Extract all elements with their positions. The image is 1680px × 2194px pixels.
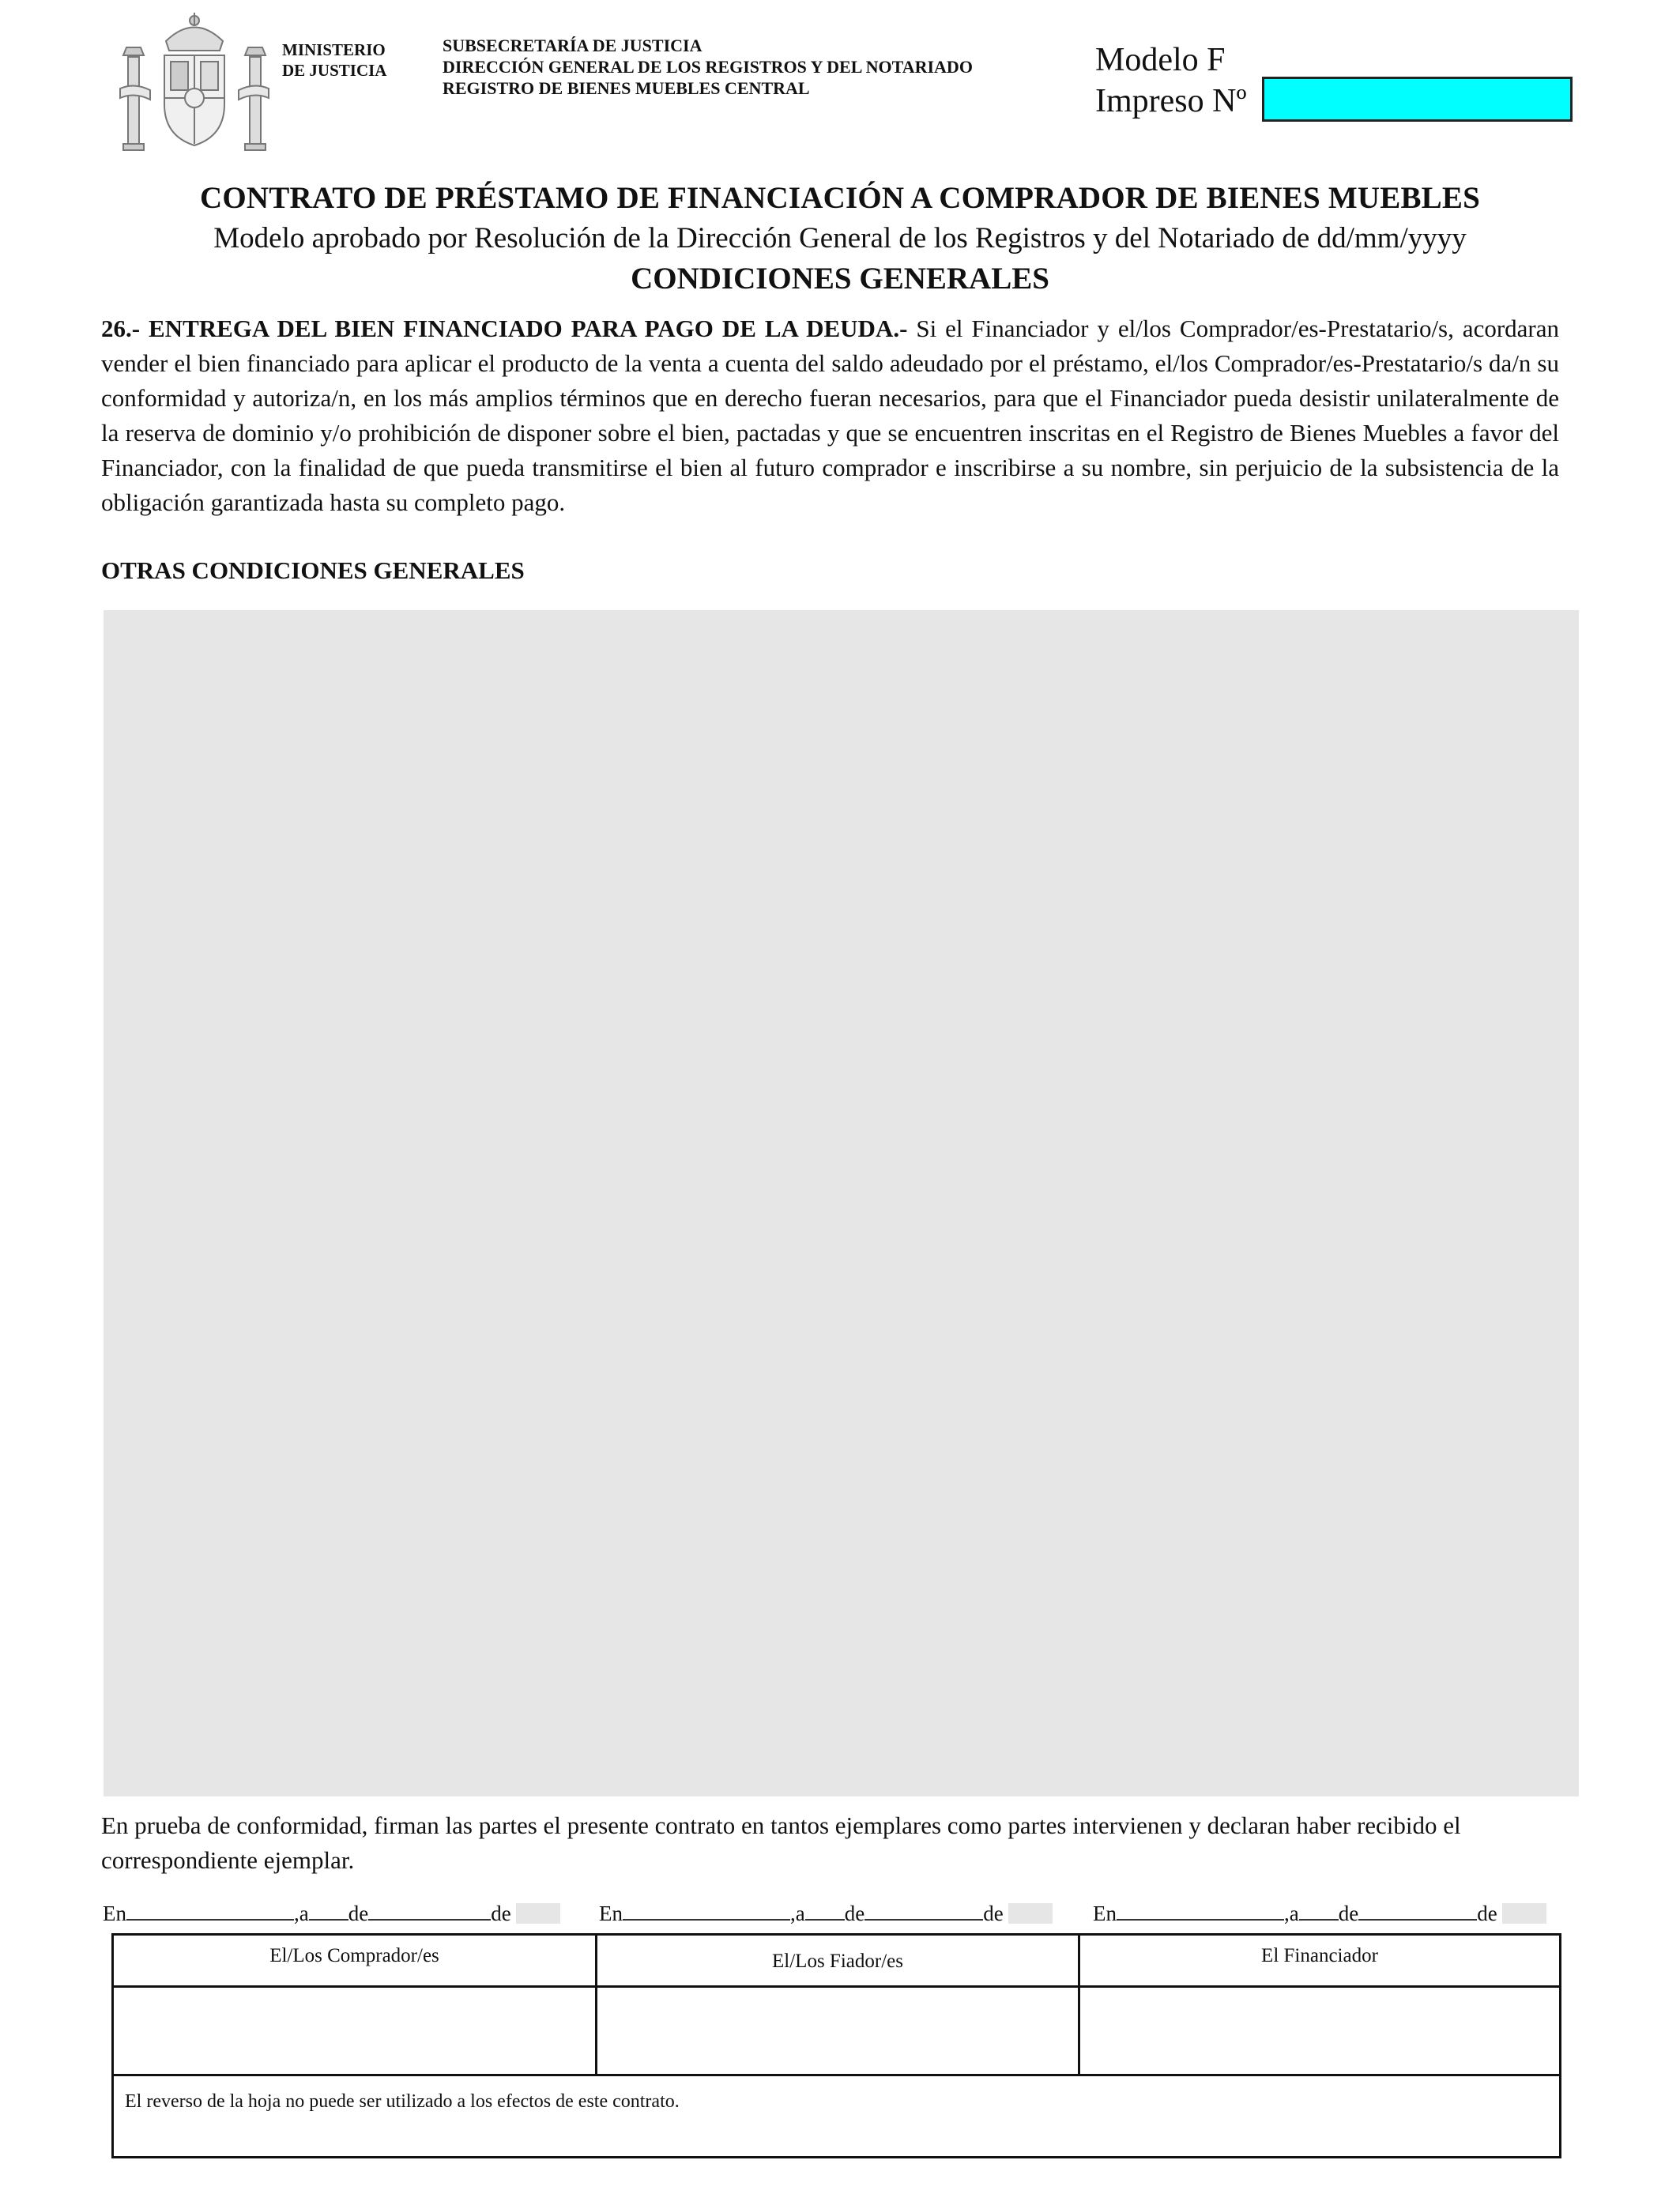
dateline-de: de bbox=[348, 1902, 369, 1925]
dateline-de: de bbox=[491, 1902, 511, 1925]
ministry-line-1: MINISTERIO bbox=[282, 40, 386, 59]
clause-26-heading: 26.- ENTREGA DEL BIEN FINANCIADO PARA PAGO DE LA DEUDA.- bbox=[101, 315, 908, 342]
month-field-3[interactable] bbox=[1358, 1903, 1477, 1921]
conformidad-text: En prueba de conformidad, firman las partes el presente contrato en tantos ejemplares como partes intervienen y declaran haber recibido el correspondiente ejemplar. bbox=[101, 1811, 1461, 1874]
subsecretaria-line-2: DIRECCIÓN GENERAL DE LOS REGISTROS Y DEL NOTARIADO bbox=[443, 57, 973, 77]
subsecretaria-line-3: REGISTRO DE BIENES MUEBLES CENTRAL bbox=[443, 78, 810, 98]
impreso-label: Impreso Nº bbox=[1095, 83, 1247, 119]
signature-box-financiador[interactable] bbox=[1080, 1988, 1559, 2074]
impreso-number-field[interactable] bbox=[1262, 77, 1573, 122]
dateline-en: En bbox=[1093, 1902, 1117, 1925]
dateline-de: de bbox=[983, 1902, 1004, 1925]
year-field-2[interactable] bbox=[1008, 1903, 1053, 1924]
signature-table bbox=[111, 1933, 1561, 2158]
day-field-1[interactable] bbox=[309, 1903, 348, 1921]
signature-header-financiador: El Financiador bbox=[1261, 1945, 1378, 1966]
place-field-2[interactable] bbox=[623, 1903, 790, 1921]
modelo-block bbox=[1095, 40, 1246, 122]
dateline-a: ,a bbox=[790, 1902, 805, 1925]
dateline-de: de bbox=[1338, 1902, 1359, 1925]
year-field-3[interactable] bbox=[1502, 1903, 1546, 1924]
place-field-3[interactable] bbox=[1117, 1903, 1284, 1921]
otras-condiciones-heading: OTRAS CONDICIONES GENERALES bbox=[101, 556, 525, 584]
dateline-en: En bbox=[599, 1902, 623, 1925]
footer-note: El reverso de la hoja no puede ser utilizado a los efectos de este contrato. bbox=[125, 2091, 680, 2112]
day-field-2[interactable] bbox=[805, 1903, 845, 1921]
dateline-group-3 bbox=[1093, 1902, 1546, 1926]
document-subtitle: Modelo aprobado por Resolución de la Dirección General de los Registros y del Notariado de dd/mm/yyyy bbox=[213, 222, 1467, 254]
dateline-group-2 bbox=[599, 1902, 1053, 1926]
signature-header-fiador: El/Los Fiador/es bbox=[772, 1951, 903, 1972]
place-field-1[interactable] bbox=[126, 1903, 294, 1921]
dateline-a: ,a bbox=[1284, 1902, 1299, 1925]
coat-of-arms-icon bbox=[119, 9, 270, 153]
modelo-label: Modelo F bbox=[1095, 42, 1226, 78]
table-divider bbox=[114, 2074, 1559, 2076]
ministry-line-2: DE JUSTICIA bbox=[282, 61, 387, 80]
subsecretaria-block bbox=[443, 35, 973, 99]
dateline-group-1 bbox=[103, 1902, 560, 1926]
day-field-3[interactable] bbox=[1299, 1903, 1339, 1921]
document-title: CONTRATO DE PRÉSTAMO DE FINANCIACIÓN A COMPRADOR DE BIENES MUEBLES bbox=[200, 181, 1480, 215]
clause-26 bbox=[101, 311, 1559, 520]
dateline-de: de bbox=[1477, 1902, 1497, 1925]
month-field-1[interactable] bbox=[368, 1903, 491, 1921]
ministry-name bbox=[282, 40, 386, 81]
month-field-2[interactable] bbox=[864, 1903, 983, 1921]
clause-26-text: Si el Financiador y el/los Comprador/es-Prestatario/s, acordaran vender el bien financiado para aplicar el producto de la venta a cuenta del saldo adeudado por el préstamo, el/los Comprador/es-Prestatario/s da/n su conformidad y autoriza/n, en los más amplios términos que en derecho fueran necesarios, para que el Financiador pueda desistir unilateralmente de la reserva de dominio y/o prohibición de disponer sobre el bien, pactadas y que se encuentren inscritas en el Registro de Bienes Muebles a favor del Financiador, con la finalidad de que pueda transmitirse el bien al futuro comprador e inscribirse a su nombre, sin perjuicio de la subsistencia de la obligación garantizada hasta su completo pago. bbox=[101, 315, 1559, 516]
otras-condiciones-field[interactable] bbox=[104, 610, 1579, 1796]
dateline-a: ,a bbox=[294, 1902, 309, 1925]
dateline-de: de bbox=[844, 1902, 865, 1925]
subsecretaria-line-1: SUBSECRETARÍA DE JUSTICIA bbox=[443, 36, 703, 55]
signature-box-fiador[interactable] bbox=[597, 1988, 1078, 2074]
section-heading: CONDICIONES GENERALES bbox=[631, 262, 1049, 296]
signature-box-comprador[interactable] bbox=[114, 1988, 595, 2074]
year-field-1[interactable] bbox=[516, 1903, 560, 1924]
signature-header-comprador: El/Los Comprador/es bbox=[269, 1945, 439, 1966]
dateline-en: En bbox=[103, 1902, 126, 1925]
